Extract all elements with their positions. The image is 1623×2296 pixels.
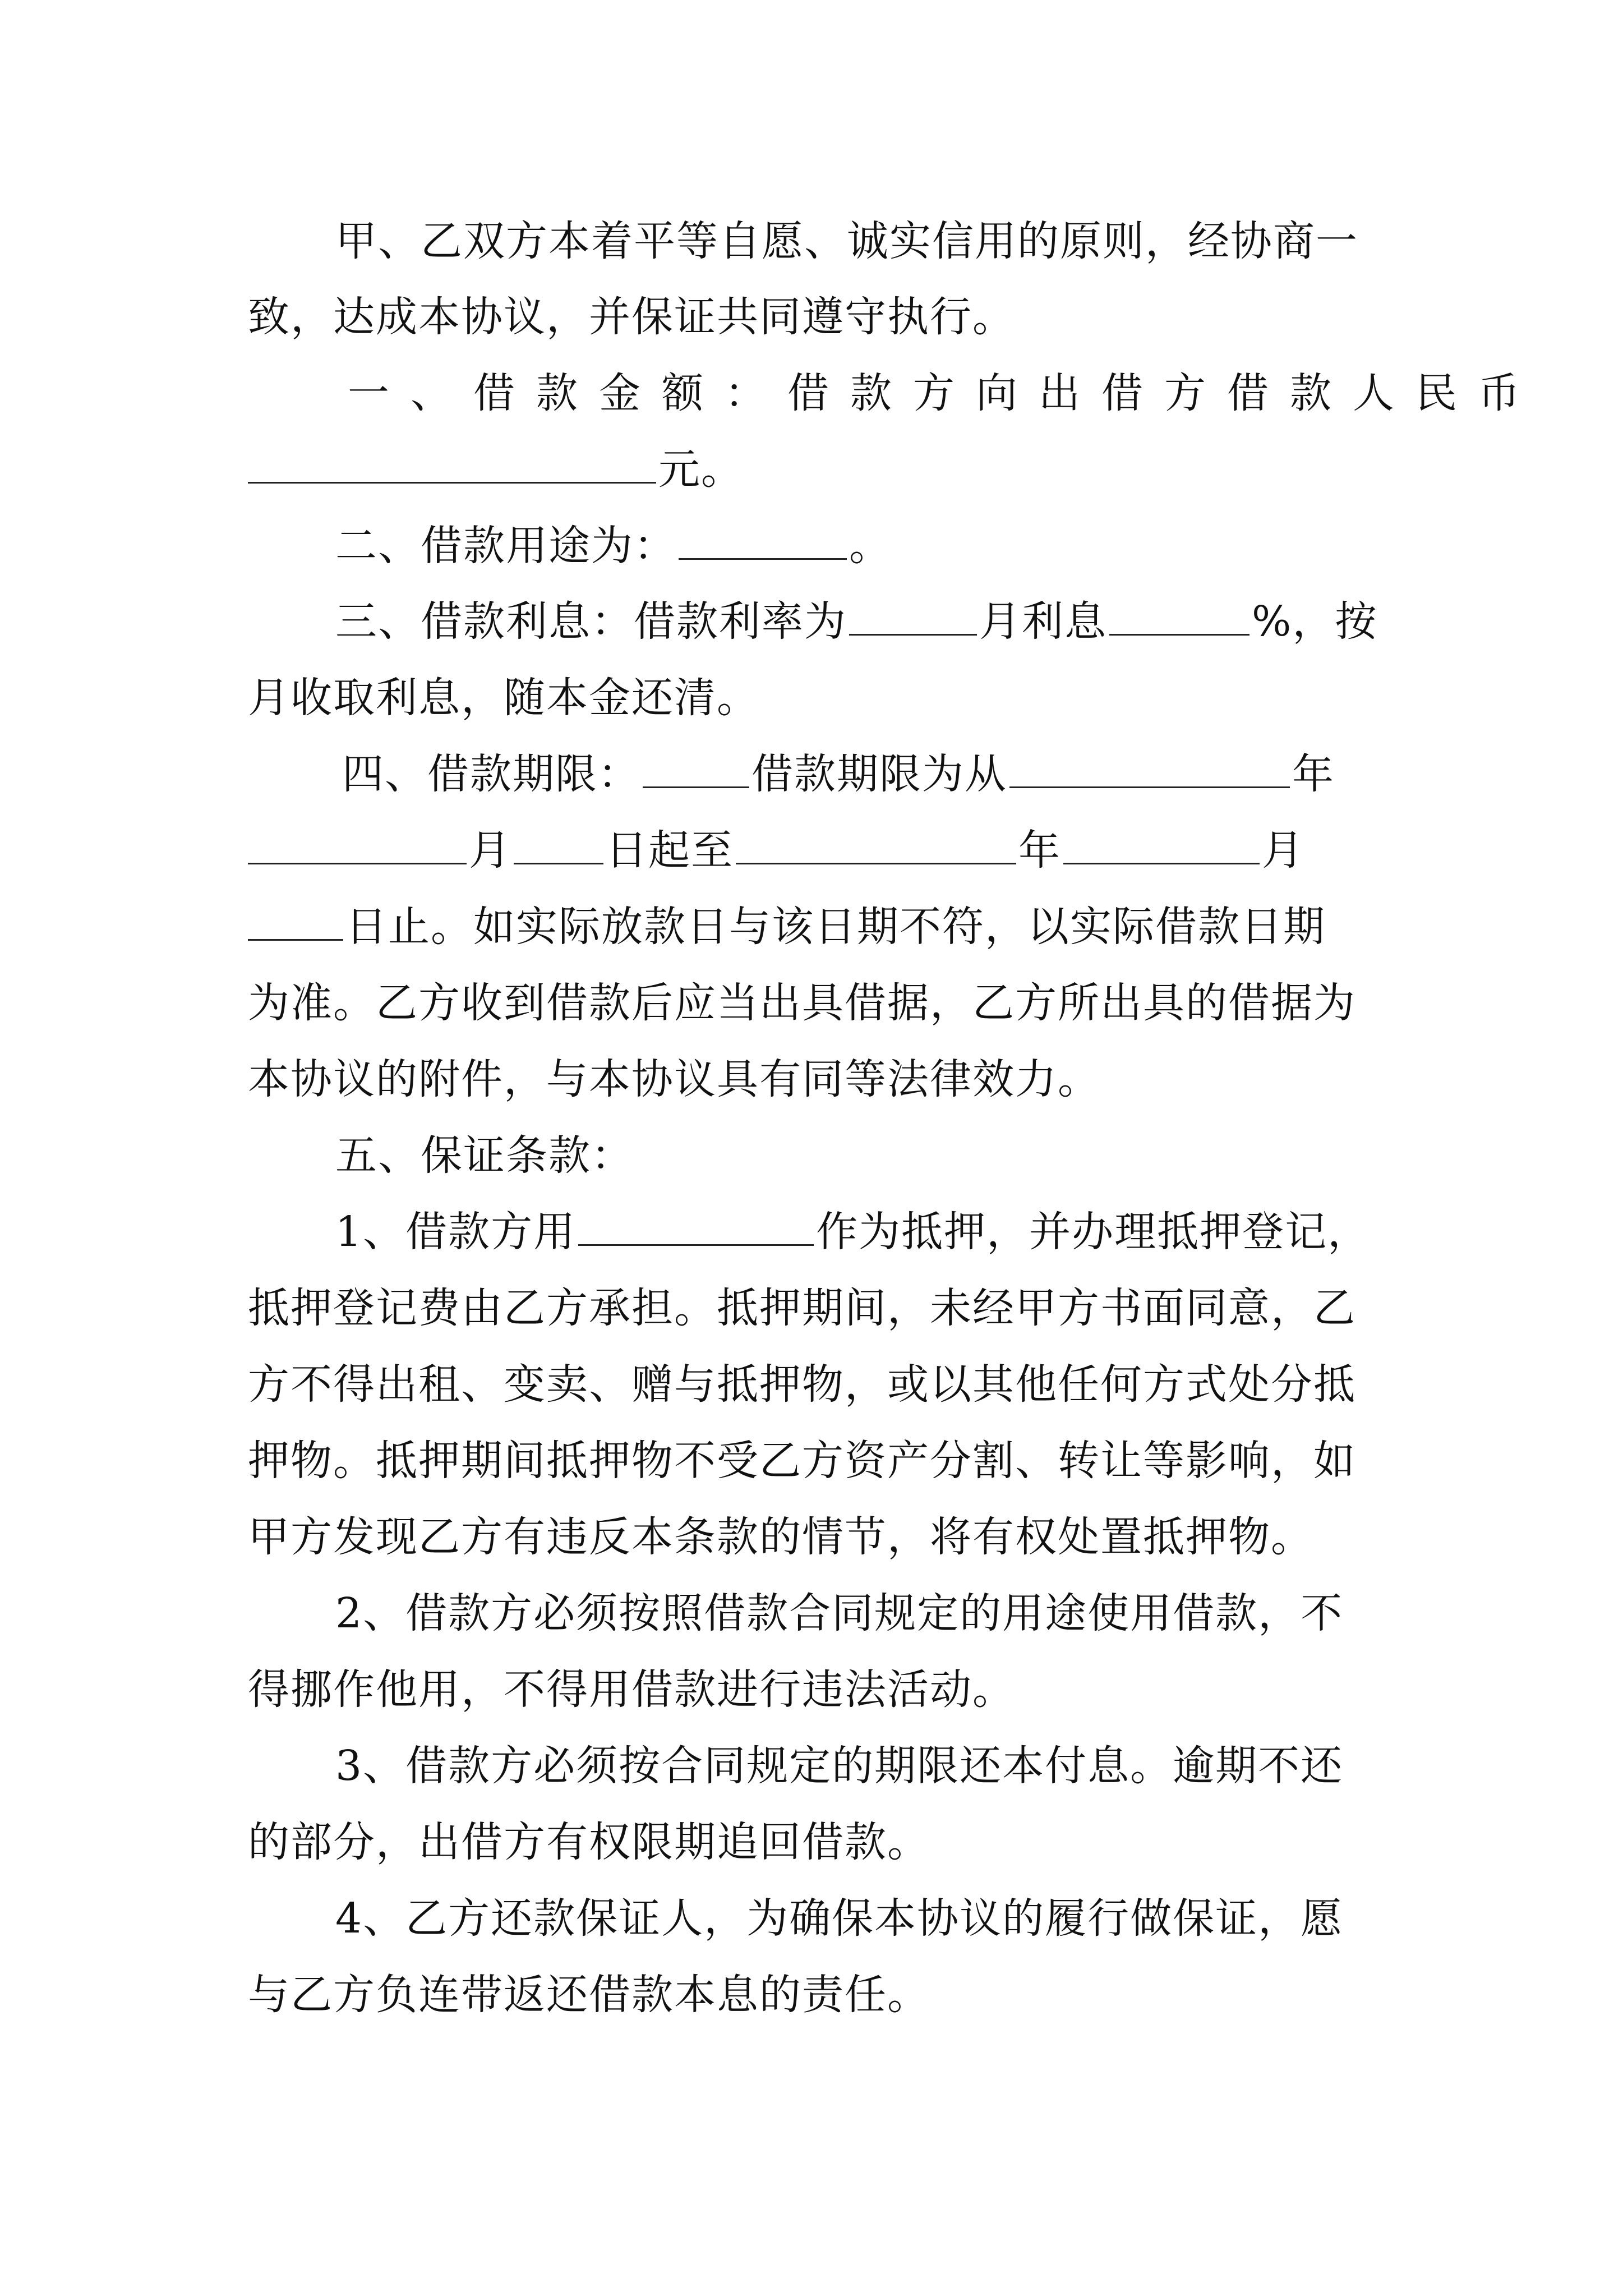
start-day-blank[interactable] [514,827,603,864]
clause-1-line-1: 一、借款金额：借款方向出借方借款人民币 [348,369,1541,417]
clause-4-day-1: 日起至 [606,826,734,875]
clause-4-year-1: 年 [1292,750,1335,798]
item-1-line-3: 方不得出租、变卖、赠与抵押物，或以其他任何方式处分抵 [248,1360,1356,1409]
monthly-interest-blank[interactable] [1109,598,1249,636]
intro-line-1: 甲、乙双方本着平等自愿、诚实信用的原则，经协商一 [335,217,1358,265]
item-1-suffix: 作为抵押，并办理抵押登记， [816,1208,1371,1256]
clause-2-suffix: 。 [849,522,892,570]
rate-blank[interactable] [849,598,977,636]
clause-3-suffix: %，按 [1252,597,1378,646]
item-1-line-5: 甲方发现乙方有违反本条款的情节，将有权处置抵押物。 [248,1513,1313,1561]
item-1-line-2: 抵押登记费由乙方承担。抵押期间，未经甲方书面同意，乙 [248,1284,1356,1332]
item-2-line-1: 2、借款方必须按照借款合同规定的用途使用借款，不 [335,1589,1344,1637]
term-blank[interactable] [643,751,749,788]
start-month-blank[interactable] [248,827,467,864]
clause-3-line-1 [335,596,1377,647]
clause-2-line [335,521,892,571]
start-year-blank[interactable] [1009,751,1290,788]
item-1-line-1 [335,1207,1370,1257]
clause-4-line-3 [248,901,1326,952]
collateral-blank[interactable] [578,1208,814,1246]
clause-4-year-2: 年 [1018,826,1061,875]
end-day-blank[interactable] [248,903,343,941]
clause-4-label: 四、借款期限： [342,750,640,798]
item-3-line-2: 的部分，出借方有权限期追回借款。 [248,1818,930,1866]
amount-blank[interactable] [248,446,656,484]
clause-4-month-1: 月 [469,826,511,875]
clause-4-line-5: 本协议的附件，与本协议具有同等法律效力。 [248,1055,1100,1103]
clause-2-label: 二、借款用途为： [335,522,676,570]
clause-4-line-3-text: 日止。如实际放款日与该日期不符，以实际借款日期 [345,903,1326,951]
end-year-blank[interactable] [736,827,1016,864]
clause-3-line-2: 月收取利息，随本金还清。 [248,674,759,722]
clause-1-line-2 [248,444,744,495]
item-3-line-1: 3、借款方必须按合同规定的期限还本付息。逾期不还 [335,1742,1344,1790]
item-2-line-2: 得挪作他用，不得用借款进行违法活动。 [248,1665,1015,1714]
clause-3-mid: 月利息 [979,597,1107,646]
end-month-blank[interactable] [1063,827,1260,864]
clause-4-line-2 [248,825,1304,876]
purpose-blank[interactable] [679,522,847,560]
clause-4-line-4: 为准。乙方收到借款后应当出具借据，乙方所出具的借据为 [248,979,1356,1027]
item-1-line-4: 押物。抵押期间抵押物不受乙方资产分割、转让等影响，如 [248,1437,1356,1485]
clause-4-month-2: 月 [1262,826,1304,875]
clause-1-suffix: 元。 [658,445,744,494]
clause-4-line-1 [342,749,1335,799]
clause-3-label: 三、借款利息：借款利率为 [335,597,847,646]
intro-line-2: 致，达成本协议，并保证共同遵守执行。 [248,293,1015,341]
clause-5-title: 五、保证条款： [335,1131,634,1180]
item-1-label: 1、借款方用 [335,1208,577,1256]
clause-4-mid: 借款期限为从 [751,750,1007,798]
item-4-line-2: 与乙方负连带返还借款本息的责任。 [248,1971,930,2019]
item-4-line-1: 4、乙方还款保证人，为确保本协议的履行做保证，愿 [335,1894,1344,1943]
